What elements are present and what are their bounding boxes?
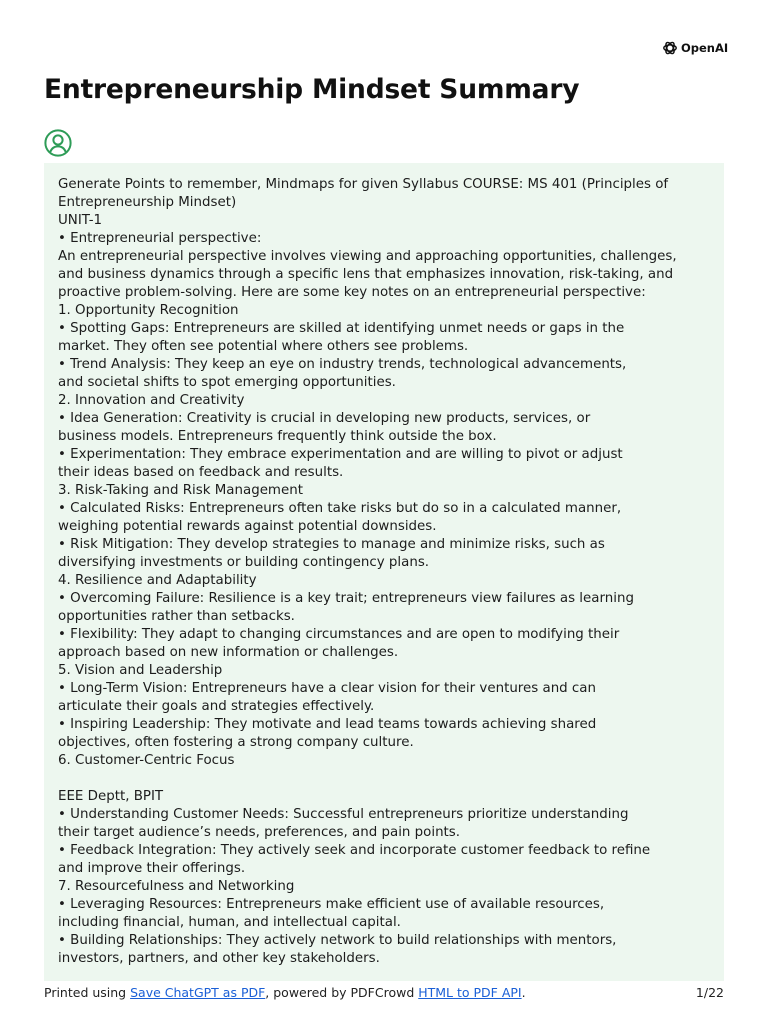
message-line: opportunities rather than setbacks. (58, 609, 295, 624)
message-line: • Leveraging Resources: Entrepreneurs make efficient use of available resources, (58, 897, 605, 912)
message-line: • Feedback Integration: They actively seek and incorporate customer feedback to refine (58, 843, 651, 858)
message-line: approach based on new information or challenges. (58, 645, 399, 660)
message-line: 6. Customer-Centric Focus (58, 753, 235, 768)
message-line: and business dynamics through a specific lens that emphasizes innovation, risk-taking, and (58, 267, 674, 282)
message-line: EEE Deptt, BPIT (58, 789, 164, 804)
message-line: Entrepreneurship Mindset) (58, 195, 237, 210)
message-line: UNIT-1 (58, 213, 103, 228)
print-footer (44, 985, 724, 1000)
message-line: • Inspiring Leadership: They motivate and lead teams towards achieving shared (58, 717, 597, 732)
message-line: their ideas based on feedback and results. (58, 465, 344, 480)
openai-logo (662, 40, 728, 56)
user-message (44, 163, 724, 981)
message-line: • Experimentation: They embrace experimentation and are willing to pivot or adjust (58, 447, 623, 462)
message-line: articulate their goals and strategies effectively. (58, 699, 375, 714)
message-line: • Entrepreneurial perspective: (58, 231, 262, 246)
message-line: • Flexibility: They adapt to changing circumstances and are open to modifying their (58, 627, 620, 642)
message-line: • Building Relationships: They actively network to build relationships with mentors, (58, 933, 617, 948)
message-line: • Spotting Gaps: Entrepreneurs are skilled at identifying unmet needs or gaps in the (58, 321, 625, 336)
message-line: Generate Points to remember, Mindmaps for given Syllabus COURSE: MS 401 (Principles of (58, 177, 669, 192)
message-line: • Long-Term Vision: Entrepreneurs have a clear vision for their ventures and can (58, 681, 596, 696)
message-line: weighing potential rewards against potential downsides. (58, 519, 437, 534)
message-line: 1. Opportunity Recognition (58, 303, 239, 318)
message-line: 3. Risk-Taking and Risk Management (58, 483, 303, 498)
message-line: and improve their offerings. (58, 861, 246, 876)
message-line: objectives, often fostering a strong company culture. (58, 735, 414, 750)
message-line: market. They often see potential where others see problems. (58, 339, 469, 354)
user-avatar-icon (44, 129, 72, 157)
message-line: 7. Resourcefulness and Networking (58, 879, 295, 894)
message-line: investors, partners, and other key stakeholders. (58, 951, 380, 966)
openai-icon (662, 40, 678, 56)
logo-text: OpenAI (681, 41, 729, 55)
message-line: proactive problem-solving. Here are some key notes on an entrepreneurial perspective: (58, 285, 646, 300)
footer-suffix: . (521, 985, 526, 1000)
message-line: and societal shifts to spot emerging opportunities. (58, 375, 396, 390)
message-line: 4. Resilience and Adaptability (58, 573, 257, 588)
message-line: diversifying investments or building contingency plans. (58, 555, 430, 570)
message-line: • Trend Analysis: They keep an eye on industry trends, technological advancements, (58, 357, 627, 372)
footer-credit (44, 985, 526, 1000)
save-chatgpt-pdf-link[interactable]: Save ChatGPT as PDF (130, 985, 266, 1000)
message-line: • Calculated Risks: Entrepreneurs often take risks but do so in a calculated manner, (58, 501, 622, 516)
message-line: 2. Innovation and Creativity (58, 393, 245, 408)
message-line: • Risk Mitigation: They develop strategies to manage and minimize risks, such as (58, 537, 605, 552)
message-line: • Overcoming Failure: Resilience is a key trait; entrepreneurs view failures as learning (58, 591, 634, 606)
message-line: business models. Entrepreneurs frequently think outside the box. (58, 429, 497, 444)
message-line: their target audience’s needs, preferences, and pain points. (58, 825, 461, 840)
footer-middle: , powered by PDFCrowd (265, 985, 419, 1000)
message-line: including financial, human, and intellectual capital. (58, 915, 401, 930)
message-line: 5. Vision and Leadership (58, 663, 223, 678)
html-to-pdf-api-link[interactable]: HTML to PDF API (418, 985, 522, 1000)
blank-line (58, 770, 710, 788)
message-line: • Idea Generation: Creativity is crucial in developing new products, services, or (58, 411, 591, 426)
footer-prefix: Printed using (44, 985, 131, 1000)
message-line: An entrepreneurial perspective involves viewing and approaching opportunities, challenges, (58, 249, 677, 264)
page-number: 1/22 (695, 985, 724, 1000)
page-title: Entrepreneurship Mindset Summary (44, 74, 580, 105)
message-line: • Understanding Customer Needs: Successful entrepreneurs prioritize understanding (58, 807, 629, 822)
